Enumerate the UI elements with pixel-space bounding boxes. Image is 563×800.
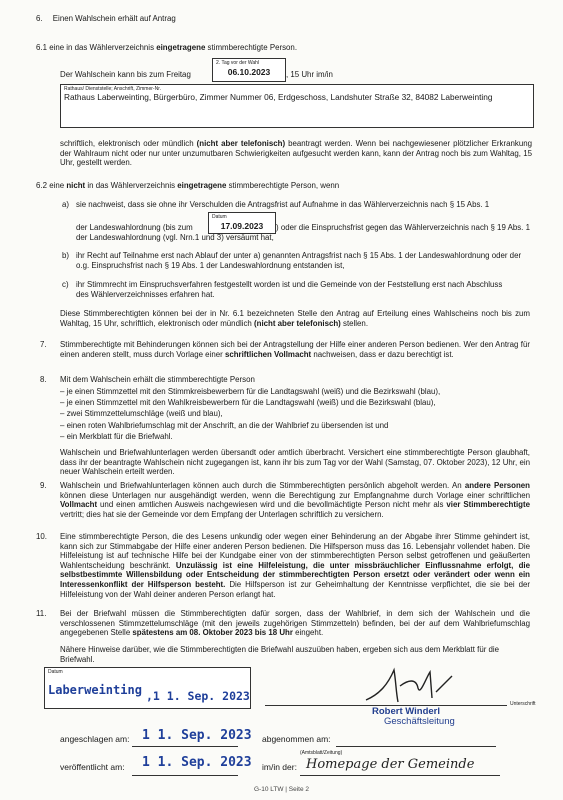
text-bold: Vollmacht: [60, 500, 98, 510]
text: eingeht.: [292, 628, 324, 638]
published-line: [132, 775, 238, 776]
in-label: im/in der:: [262, 762, 297, 772]
published-label: veröffentlicht am:: [60, 762, 125, 772]
text: schriftlich, elektronisch oder mündlich: [60, 139, 197, 148]
text: Die Hilfsperson ist zur Geheimhaltung der Kenntnisse verpflichtet, die sie bei der Hilfeleistung von der Wahl deiner anderen Person erlangt hat.: [60, 579, 531, 599]
field-label: Rathaus/ Dienststelle; Anschrift, Zimmer-Nr.: [64, 86, 161, 92]
text: in das Wählerverzeichnis: [85, 181, 178, 190]
section-9-text: [60, 481, 530, 519]
section-8-number: 8.: [40, 375, 47, 384]
section-11-number: 11.: [36, 609, 47, 618]
deadline-after: , 15 Uhr im/in: [286, 70, 333, 79]
section-6-1: [36, 43, 536, 53]
section-title: Einen Wahlschein erhält auf Antrag: [52, 14, 176, 23]
text-bold: (nicht aber telefonisch): [254, 318, 341, 328]
office-field: [60, 84, 534, 128]
item-c-label: c): [62, 280, 69, 289]
item-c-text: ihr Stimmrecht im Einspruchsverfahren festgestellt worden ist und die Gemeinde von der Feststellung erst nach Abschluss des Wählerverzeichnisses erfahren hat.: [76, 280, 503, 299]
field-value: 17.09.2023: [220, 221, 264, 231]
deadline-field: [212, 58, 286, 82]
text-bold: spätestens am 08. Oktober 2023 bis 18 Uhr: [132, 628, 293, 638]
removed-label: abgenommen am:: [262, 734, 331, 744]
section-6-heading: [36, 14, 536, 24]
section-6-2-final: [60, 309, 530, 328]
list-item: – ein Merkblatt für die Briefwahl.: [60, 431, 173, 441]
date-stamp: ,1 1. Sep. 2023: [146, 689, 250, 703]
section-6-2: [36, 181, 536, 191]
in-line: [300, 775, 500, 776]
signature-name: Robert Winderl: [372, 706, 440, 717]
text: stimmberechtigte Person.: [207, 43, 298, 52]
list-item: – einen roten Wahlbriefumschlag mit der Anschrift, an die der Wahlbrief zu übersenden ist und: [60, 420, 389, 430]
list-item: – je einen Stimmzettel mit den Stimmkreisbewerbern für die Landtagswahl (weiß) und die Bezirkswahl (blau),: [60, 387, 441, 396]
text-bold: eingetragene: [156, 43, 206, 52]
posted-line: [132, 746, 238, 747]
section-7-number: 7.: [40, 340, 47, 349]
deadline-text: Der Wahlschein kann bis zum Freitag: [60, 70, 191, 79]
item-b-label: b): [62, 251, 70, 260]
field-label: Datum: [48, 669, 63, 675]
text: eine in das Wählerverzeichnis: [49, 43, 155, 52]
field-value: 06.10.2023: [227, 67, 271, 77]
removed-line: [336, 746, 496, 747]
item-a-text2: der Landeswahlordnung (bis zum: [76, 223, 193, 232]
section-8-text: Wahlschein und Briefwahlunterlagen werden übersandt oder amtlich überbracht. Versichert eine stimmberechtigte Person glaubhaft, dass ihr der beantragte Wahlschein nicht zugegangen ist, kann ihr bis zum Tag vor der Wahl (Samstag, 07. Oktober 2023), 12 Uhr, ein neuer Wahlschein erteilt werden.: [60, 448, 530, 477]
text: können diese Unterlagen nur ausgehändigt werden, wenn die Berechtigung zur Empfangnahme durch Vorlage einer schriftlichen: [60, 490, 530, 500]
text: Diese Stimmberechtigten können bei der in Nr. 6.1 bezeichneten Stelle den Antrag auf Erteilung eines Wahlscheins noch bis zum Wahltag, 15 Uhr, schriftlich, elektronisch oder mündlich: [60, 309, 530, 328]
text: stellen.: [340, 318, 369, 328]
text-bold: eingetragene: [177, 181, 227, 190]
text: stimmberechtigte Person, wenn: [226, 181, 340, 190]
text-bold: nicht: [66, 181, 86, 190]
text: Bei der Briefwahl müssen die Stimmberechtigten dafür sorgen, dass der Wahlbrief, in dem sich der Wahlschein und die verschlossenen Stimmzettelumschläge (mit den jeweils zugehörigen Stimmzetteln) befinden, bei der auf dem Wahlbriefumschlag angegebenen Stelle: [60, 609, 530, 638]
in-value-handwritten: Homepage der Gemeinde: [306, 757, 475, 772]
text: vertritt; dies hat sie der Gemeinde vor dem Empfang der Unterlagen schriftlich zu versichern.: [60, 509, 384, 519]
text: Stimmberechtigte mit Behinderungen können sich bei der Antragstellung der Hilfe einer anderen Person bedienen. Wer den Antrag für einen anderen stellt, muss durch Vorlage einer: [60, 340, 530, 359]
text-bold: Unzulässig ist eine Hilfeleistung, die unter missbräuchlicher Einflussnahme erfolgt, die selbstbestimmte Willensbildung oder Entscheidung der stimmberechtigten Person ersetzt oder verändert oder wenn ein Interessenkonflikt der Hilfsperson besteht.: [60, 560, 530, 589]
signature-label: Unterschrift: [510, 701, 536, 707]
item-b-text: ihr Recht auf Teilnahme erst nach Ablauf der unter a) genannten Antragsfrist nach § 15 Abs. 1 der Landeswahlordnung oder der o.g. Einspruchsfrist nach § 19 Abs. 1 der Landeswahlordnung entstanden ist,: [76, 251, 522, 270]
text: Eine stimmberechtigte Person, die des Lesens unkundig oder wegen einer Behinderung an der Abgabe ihrer Stimme gehindert ist, kann sich zur Stimmabgabe der Hilfe einer anderen Person bedienen. Die Hilfsperson muss das 16. Lebensjahr vollendet haben. Die Hilfeleistung ist auf technische Hilfe bei der Kundgabe einer von der stimmberechtigten Person selbst getroffenen und geäußerten Wahlentscheidung beschränkt.: [60, 532, 530, 570]
field-label: 2. Tag vor der Wahl: [216, 60, 260, 66]
section-6-1-text: [60, 139, 532, 168]
text-bold: (nicht aber telefonisch): [196, 139, 286, 148]
board-label: (Amtsblatt/Zeitung): [300, 750, 343, 756]
text: eine: [49, 181, 67, 190]
published-value: 1 1. Sep. 2023: [142, 755, 252, 770]
list-item: – je einen Stimmzettel mit den Wahlkreisbewerbern für die Landtagswahl (weiß) und die Bezirkswahl (blau),: [60, 398, 436, 408]
text-bold: andere Personen: [464, 481, 531, 490]
text: beantragt werden. Wenn bei nachgewiesener plötzlicher Erkrankung der Wahlraum nicht oder nur unter unzumutbaren Schwierigkeiten aufgesucht werden kann, kann der Antrag noch bis zum Wahltag, 15 Uhr, gestellt werden.: [60, 139, 532, 168]
place-stamp: Laberweinting: [48, 683, 142, 697]
section-10-text: [60, 532, 530, 599]
section-9-number: 9.: [40, 481, 47, 490]
section-11-text: [60, 609, 530, 638]
signature-scribble: [360, 664, 460, 708]
subsection-number: 6.2: [36, 181, 47, 190]
posted-value: 1 1. Sep. 2023: [142, 728, 252, 743]
section-number: 6.: [36, 14, 43, 23]
section-8-list: [60, 386, 530, 442]
section-7-text: [60, 340, 530, 359]
text: Wahlschein und Briefwahlunterlagen können auch durch die Stimmberechtigten persönlich abgeholt werden. An: [60, 481, 465, 490]
posted-label: angeschlagen am:: [60, 734, 130, 744]
section-10-number: 10.: [36, 532, 47, 541]
signature-title: Geschäftsleitung: [384, 716, 455, 727]
list-item: – zwei Stimmzettelumschläge (weiß und blau),: [60, 409, 223, 419]
section-8-intro: Mit dem Wahlschein erhält die stimmberechtigte Person: [60, 375, 255, 384]
text: nachweisen, dass er dazu berechtigt ist.: [311, 349, 454, 359]
item-a-label: a): [62, 200, 70, 209]
text-bold: schriftlichen Vollmacht: [224, 349, 312, 359]
section-11-hint: Nähere Hinweise darüber, wie die Stimmberechtigten die Briefwahl auszuüben haben, ergeben sich aus dem Merkblatt für die Briefwahl.: [60, 645, 500, 664]
field-value: Rathaus Laberweinting, Bürgerbüro, Zimmer Nummer 06, Erdgeschoss, Landshuter Straße 32, 84082 Laberweinting: [64, 92, 493, 102]
text-bold: vier Stimmberechtigte: [446, 500, 530, 510]
subsection-number: 6.1: [36, 43, 47, 52]
text: und einen amtlichen Ausweis nachgewiesen wird und die bevollmächtigte Person nicht mehr als: [97, 500, 447, 510]
page-label: G-10 LTW | Seite 2: [253, 786, 310, 793]
item-a-text3: ) oder die Einspruchsfrist gegen das Wählerverzeichnis nach § 19 Abs. 1 der Landeswahlordnung (vgl. Nrn.1 und 3) versäumt hat,: [76, 223, 530, 242]
item-a-text1: sie nachweist, dass sie ohne ihr Verschulden die Antragsfrist auf Aufnahme in das Wählerverzeichnis nach § 15 Abs. 1: [76, 200, 490, 209]
field-label: Datum: [212, 214, 227, 220]
